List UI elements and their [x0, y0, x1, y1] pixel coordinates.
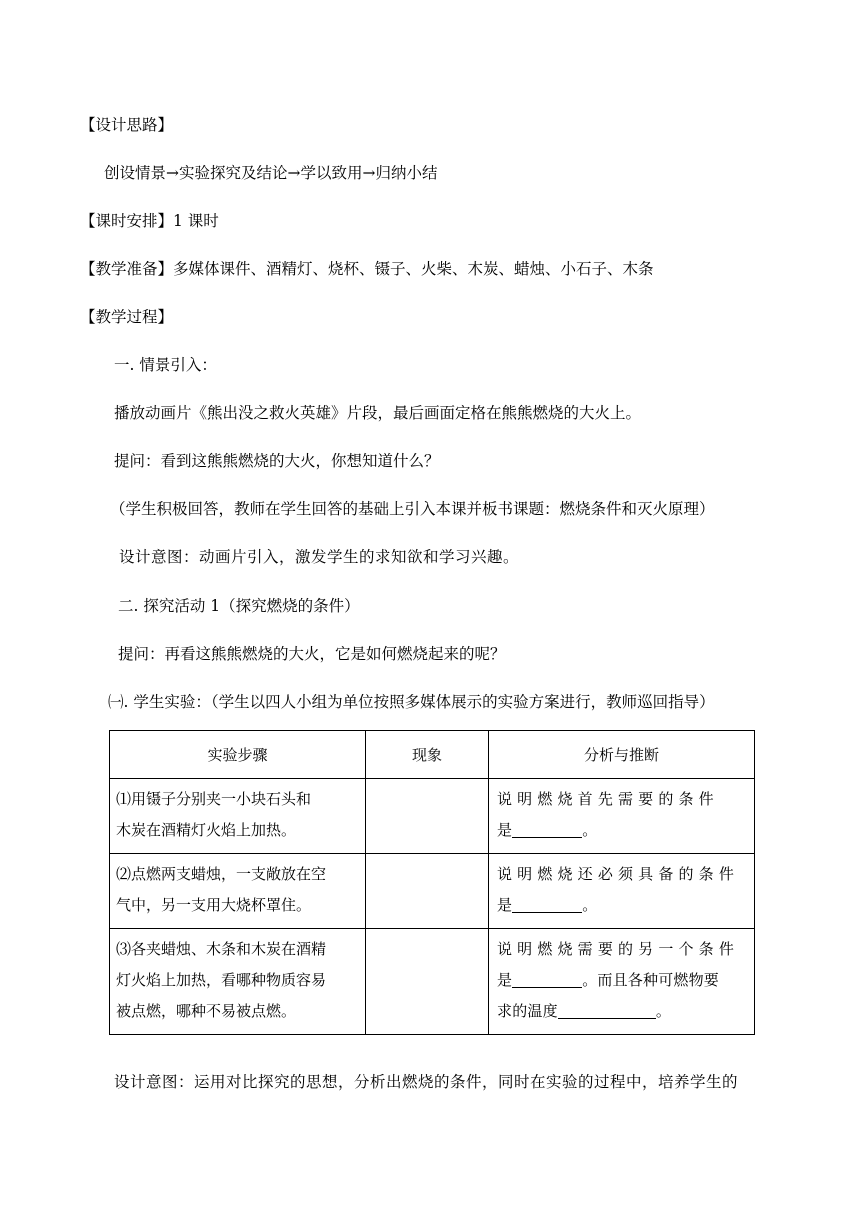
- section1-paragraph-3: （学生积极回答，教师在学生回答的基础上引入本课并板书课题：燃烧条件和灭火原理）: [110, 500, 715, 518]
- step-cell: [110, 854, 366, 929]
- table-header-analysis: 分析与推断: [489, 731, 755, 779]
- phenomenon-cell: [366, 854, 489, 929]
- analysis-text: 是: [497, 821, 513, 839]
- table-row: [110, 929, 755, 1035]
- phenomenon-cell: [366, 929, 489, 1035]
- analysis-text: 是: [497, 971, 513, 989]
- table-row: [110, 854, 755, 929]
- schedule-content: 1 课时: [173, 212, 219, 230]
- closing-design-intent: 设计意图：运用对比探究的思想，分析出燃烧的条件，同时在实验的过程中，培养学生的: [114, 1073, 739, 1091]
- section1-title: 一. 情景引入：: [114, 356, 217, 374]
- table-header-row: [110, 731, 755, 779]
- section2-question: 提问：再看这熊熊燃烧的大火，它是如何燃烧起来的呢？: [118, 645, 506, 663]
- analysis-cell: [489, 929, 755, 1035]
- process-heading: 【教学过程】: [80, 308, 174, 326]
- analysis-text-line: 说 明 燃 烧 需 要 的 另 一 个 条 件: [497, 940, 735, 958]
- step-text-line: 被点燃，哪种不易被点燃。: [116, 1002, 297, 1020]
- schedule-heading: 【课时安排】: [80, 212, 174, 230]
- experiment-intro: ㈠. 学生实验：（学生以四人小组为单位按照多媒体展示的实验方案进行，教师巡回指导）: [108, 693, 715, 711]
- analysis-text: 。: [655, 1002, 672, 1020]
- section1-design-intent: 设计意图：动画片引入，激发学生的求知欲和学习兴趣。: [119, 548, 520, 566]
- analysis-text: 。: [582, 821, 598, 839]
- preparation-heading: 【教学准备】: [80, 260, 174, 278]
- table-row: [110, 779, 755, 854]
- step-text-line: 灯火焰上加热，看哪种物质容易: [116, 971, 327, 989]
- answer-blank[interactable]: [512, 969, 582, 988]
- analysis-cell: [489, 779, 755, 854]
- step-cell: [110, 929, 366, 1035]
- step-cell: [110, 779, 366, 854]
- analysis-text: 。: [582, 896, 598, 914]
- step-text-line: ⑵点燃两支蜡烛，一支敞放在空: [116, 865, 327, 883]
- analysis-text: 是: [497, 896, 513, 914]
- answer-blank[interactable]: [512, 819, 582, 838]
- design-thoughts-heading: 【设计思路】: [80, 116, 174, 134]
- analysis-text: 求的温度: [497, 1002, 558, 1020]
- preparation-content: 多媒体课件、酒精灯、烧杯、镊子、火柴、木炭、蜡烛、小石子、木条: [173, 260, 654, 278]
- analysis-text: 。而且各种可燃物要: [582, 971, 720, 989]
- section2-title: 二. 探究活动 1（探究燃烧的条件）: [118, 597, 360, 615]
- section1-paragraph-2: 提问：看到这熊熊燃烧的大火，你想知道什么？: [114, 452, 440, 470]
- step-text-line: 气中，另一支用大烧杯罩住。: [116, 896, 312, 914]
- design-thoughts-content: 创设情景→实验探究及结论→学以致用→归纳小结: [104, 164, 438, 182]
- step-text-line: ⑶各夹蜡烛、木条和木炭在酒精: [116, 940, 327, 958]
- step-text-line: 木炭在酒精灯火焰上加热。: [116, 821, 297, 839]
- answer-blank[interactable]: [558, 1000, 656, 1019]
- analysis-text-line: 说 明 燃 烧 首 先 需 要 的 条 件: [497, 790, 714, 808]
- section1-paragraph-1: 播放动画片《熊出没之救火英雄》片段，最后画面定格在熊熊燃烧的大火上。: [114, 404, 642, 422]
- analysis-cell: [489, 854, 755, 929]
- phenomenon-cell: [366, 779, 489, 854]
- step-text-line: ⑴用镊子分别夹一小块石头和: [116, 790, 312, 808]
- preparation-line: [80, 259, 654, 279]
- answer-blank[interactable]: [512, 894, 582, 913]
- analysis-text-line: 说 明 燃 烧 还 必 须 具 备 的 条 件: [497, 865, 735, 883]
- table-header-step: 实验步骤: [110, 731, 366, 779]
- table-header-phenomenon: 现象: [366, 731, 489, 779]
- schedule-line: [80, 211, 219, 231]
- experiment-table: [109, 730, 755, 1035]
